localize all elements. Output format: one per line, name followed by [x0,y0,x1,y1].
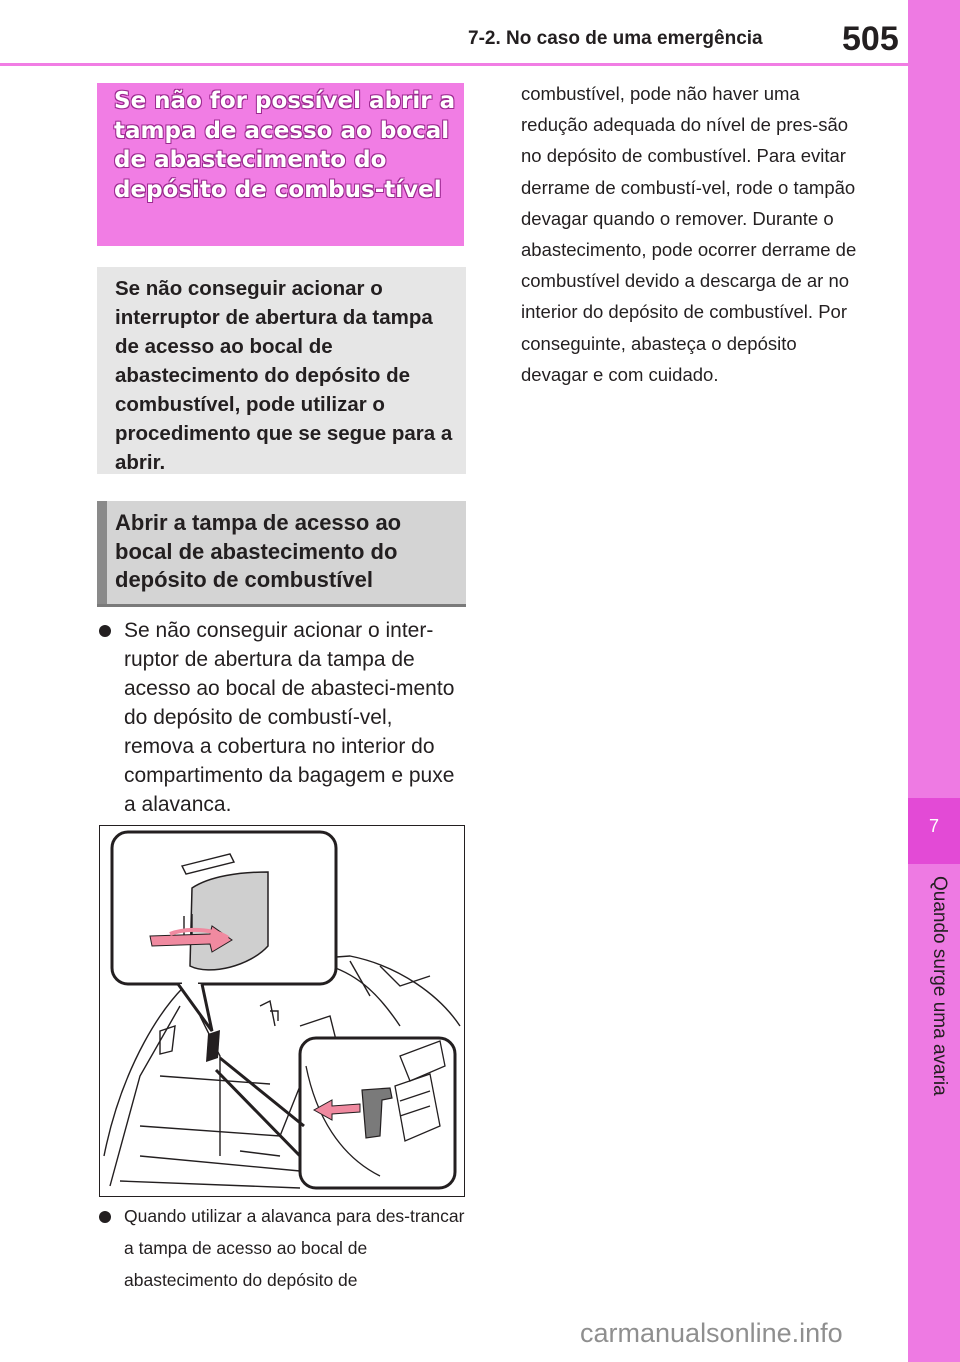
bullet-icon [99,1211,111,1223]
bullet-text: Quando utilizar a alavanca para des-trancar a tampa de acesso ao bocal de abastecimento do depósito de [124,1206,465,1290]
section-heading: Abrir a tampa de acesso ao bocal de abastecimento do depósito de combustível [115,510,402,592]
topic-heading-box [97,83,464,246]
intro-text: Se não conseguir acionar o interruptor de abertura da tampa de acesso ao bocal de abastecimento do depósito de combustível, pode utilizar o procedimento que se segue para a abrir. [115,277,453,474]
chapter-side-tab [908,0,960,1362]
chapter-number-badge: 7 [908,798,960,864]
illustration-drawing [100,826,464,1196]
intro-box [97,267,466,474]
luggage-compartment-illustration [99,825,465,1197]
continued-text: combustível, pode não haver uma redução adequada do nível de pres-são no depósito de combustível. Para evitar derrame de combustí-vel, rode o tampão devagar quando o remover. Durante o abastecimento, pode ocorrer derrame de combustível devido a descarga de ar no interior do depósito de combustível. Por conseguinte, abasteça o depósito devagar e com cuidado. [521,83,857,385]
topic-heading: Se não for possível abrir a tampa de acesso ao bocal de abastecimento do depósito de combus-tível [114,88,456,203]
section-heading-accent [97,501,107,604]
bullet-icon [99,625,111,637]
chapter-title: Quando surge uma avaria [929,876,950,1096]
header-divider [0,63,908,66]
header-section-title: 7-2. No caso de uma emergência [468,28,763,49]
section-heading-box [97,501,466,607]
watermark: carmanualsonline.info [580,1318,843,1348]
bullet-text: Se não conseguir acionar o inter-ruptor de abertura da tampa de acesso ao bocal de abasteci-mento do depósito de combustí-vel, remova a cobertura no interior do compartimento da bagagem e puxe a alavanca. [124,619,455,816]
page-number: 505 [842,20,899,58]
